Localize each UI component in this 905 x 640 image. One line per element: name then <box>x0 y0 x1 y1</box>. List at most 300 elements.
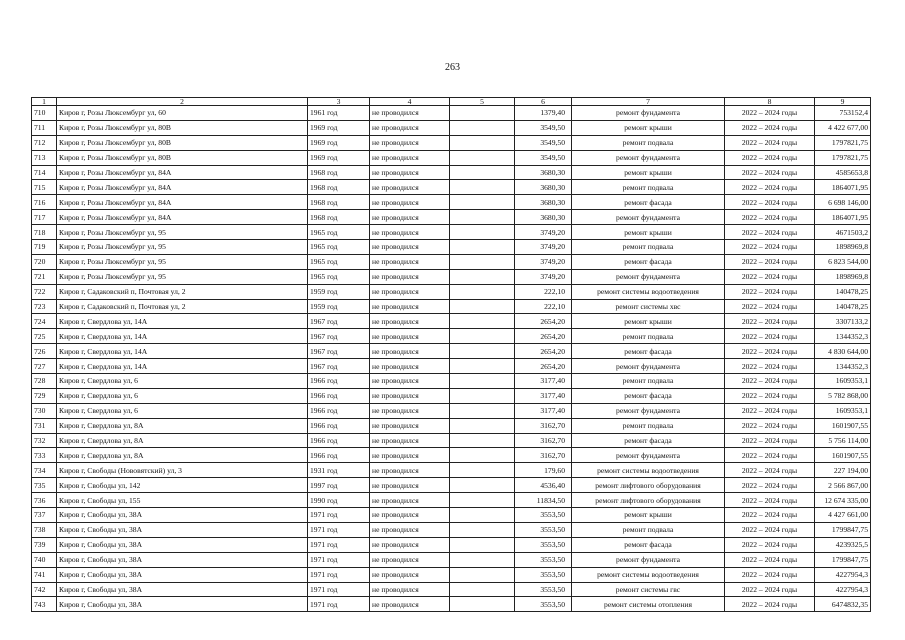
area-cell: 3749,20 <box>515 254 572 269</box>
period-cell: 2022 – 2024 годы <box>725 403 815 418</box>
address-cell: Киров г, Свободы ул, 142 <box>57 478 308 493</box>
address-cell: Киров г, Розы Люксембург ул, 80В <box>57 150 308 165</box>
blank-cell <box>450 597 515 612</box>
area-cell: 1379,40 <box>515 106 572 121</box>
row-number-cell: 723 <box>32 299 57 314</box>
blank-cell <box>450 240 515 255</box>
row-number-cell: 741 <box>32 567 57 582</box>
cost-cell: 753152,4 <box>815 106 871 121</box>
table-row <box>32 180 871 195</box>
work-type-cell: ремонт системы гвс <box>572 582 725 597</box>
construction-year-cell: 1965 год <box>308 269 370 284</box>
construction-year-cell: 1959 год <box>308 284 370 299</box>
construction-year-cell: 1997 год <box>308 478 370 493</box>
last-repair-cell: не проводился <box>370 180 450 195</box>
address-cell: Киров г, Розы Люксембург ул, 95 <box>57 269 308 284</box>
blank-cell <box>450 120 515 135</box>
cost-cell: 4227954,3 <box>815 567 871 582</box>
construction-year-cell: 1931 год <box>308 463 370 478</box>
cost-cell: 1797821,75 <box>815 135 871 150</box>
construction-year-cell: 1965 год <box>308 225 370 240</box>
blank-cell <box>450 299 515 314</box>
period-cell: 2022 – 2024 годы <box>725 120 815 135</box>
area-cell: 3680,30 <box>515 195 572 210</box>
blank-cell <box>450 106 515 121</box>
table-row <box>32 537 871 552</box>
period-cell: 2022 – 2024 годы <box>725 597 815 612</box>
last-repair-cell: не проводился <box>370 314 450 329</box>
last-repair-cell: не проводился <box>370 299 450 314</box>
table-row <box>32 344 871 359</box>
cost-cell: 1898969,8 <box>815 269 871 284</box>
column-header-4: 4 <box>370 98 450 106</box>
table-row <box>32 522 871 537</box>
last-repair-cell: не проводился <box>370 135 450 150</box>
construction-year-cell: 1990 год <box>308 493 370 508</box>
address-cell: Киров г, Садаковский п, Почтовая ул, 2 <box>57 299 308 314</box>
blank-cell <box>450 508 515 523</box>
area-cell: 3162,70 <box>515 418 572 433</box>
period-cell: 2022 – 2024 годы <box>725 135 815 150</box>
address-cell: Киров г, Розы Люксембург ул, 80В <box>57 135 308 150</box>
work-type-cell: ремонт фасада <box>572 388 725 403</box>
blank-cell <box>450 537 515 552</box>
work-type-cell: ремонт крыши <box>572 314 725 329</box>
address-cell: Киров г, Свердлова ул, 8А <box>57 448 308 463</box>
last-repair-cell: не проводился <box>370 433 450 448</box>
construction-year-cell: 1968 год <box>308 195 370 210</box>
address-cell: Киров г, Розы Люксембург ул, 84А <box>57 210 308 225</box>
area-cell: 3177,40 <box>515 374 572 389</box>
table-row <box>32 240 871 255</box>
blank-cell <box>450 552 515 567</box>
period-cell: 2022 – 2024 годы <box>725 567 815 582</box>
last-repair-cell: не проводился <box>370 254 450 269</box>
work-type-cell: ремонт подвала <box>572 135 725 150</box>
period-cell: 2022 – 2024 годы <box>725 344 815 359</box>
column-header-1: 1 <box>32 98 57 106</box>
construction-year-cell: 1971 год <box>308 552 370 567</box>
construction-year-cell: 1968 год <box>308 180 370 195</box>
cost-cell: 1609353,1 <box>815 403 871 418</box>
table-row <box>32 448 871 463</box>
construction-year-cell: 1971 год <box>308 508 370 523</box>
period-cell: 2022 – 2024 годы <box>725 463 815 478</box>
last-repair-cell: не проводился <box>370 478 450 493</box>
cost-cell: 6 698 146,00 <box>815 195 871 210</box>
row-number-cell: 730 <box>32 403 57 418</box>
address-cell: Киров г, Свободы ул, 38А <box>57 582 308 597</box>
period-cell: 2022 – 2024 годы <box>725 284 815 299</box>
row-number-cell: 737 <box>32 508 57 523</box>
address-cell: Киров г, Розы Люксембург ул, 80В <box>57 120 308 135</box>
last-repair-cell: не проводился <box>370 493 450 508</box>
address-cell: Киров г, Свердлова ул, 14А <box>57 359 308 374</box>
period-cell: 2022 – 2024 годы <box>725 195 815 210</box>
work-type-cell: ремонт системы водоотведения <box>572 567 725 582</box>
row-number-cell: 740 <box>32 552 57 567</box>
period-cell: 2022 – 2024 годы <box>725 552 815 567</box>
construction-year-cell: 1965 год <box>308 254 370 269</box>
row-number-cell: 712 <box>32 135 57 150</box>
area-cell: 3553,50 <box>515 552 572 567</box>
last-repair-cell: не проводился <box>370 269 450 284</box>
last-repair-cell: не проводился <box>370 165 450 180</box>
area-cell: 3162,70 <box>515 448 572 463</box>
area-cell: 3749,20 <box>515 240 572 255</box>
row-number-cell: 715 <box>32 180 57 195</box>
table-row <box>32 120 871 135</box>
work-type-cell: ремонт крыши <box>572 508 725 523</box>
address-cell: Киров г, Свердлова ул, 14А <box>57 329 308 344</box>
blank-cell <box>450 374 515 389</box>
blank-cell <box>450 344 515 359</box>
row-number-cell: 725 <box>32 329 57 344</box>
blank-cell <box>450 165 515 180</box>
cost-cell: 1609353,1 <box>815 374 871 389</box>
table-row <box>32 195 871 210</box>
row-number-cell: 733 <box>32 448 57 463</box>
cost-cell: 4 830 644,00 <box>815 344 871 359</box>
construction-year-cell: 1971 год <box>308 567 370 582</box>
work-type-cell: ремонт фундамента <box>572 359 725 374</box>
column-header-8: 8 <box>725 98 815 106</box>
blank-cell <box>450 582 515 597</box>
column-header-3: 3 <box>308 98 370 106</box>
last-repair-cell: не проводился <box>370 582 450 597</box>
area-cell: 222,10 <box>515 299 572 314</box>
last-repair-cell: не проводился <box>370 195 450 210</box>
period-cell: 2022 – 2024 годы <box>725 433 815 448</box>
work-type-cell: ремонт фасада <box>572 344 725 359</box>
blank-cell <box>450 225 515 240</box>
table-row <box>32 210 871 225</box>
address-cell: Киров г, Розы Люксембург ул, 84А <box>57 180 308 195</box>
period-cell: 2022 – 2024 годы <box>725 225 815 240</box>
blank-cell <box>450 522 515 537</box>
column-header-5: 5 <box>450 98 515 106</box>
cost-cell: 5 756 114,00 <box>815 433 871 448</box>
cost-cell: 12 674 335,00 <box>815 493 871 508</box>
last-repair-cell: не проводился <box>370 537 450 552</box>
last-repair-cell: не проводился <box>370 597 450 612</box>
table-row <box>32 314 871 329</box>
construction-year-cell: 1966 год <box>308 433 370 448</box>
area-cell: 3177,40 <box>515 403 572 418</box>
construction-year-cell: 1966 год <box>308 403 370 418</box>
table-row <box>32 225 871 240</box>
period-cell: 2022 – 2024 годы <box>725 418 815 433</box>
table-row <box>32 359 871 374</box>
blank-cell <box>450 567 515 582</box>
area-cell: 3177,40 <box>515 388 572 403</box>
period-cell: 2022 – 2024 годы <box>725 180 815 195</box>
area-cell: 3680,30 <box>515 180 572 195</box>
blank-cell <box>450 359 515 374</box>
work-type-cell: ремонт фасада <box>572 195 725 210</box>
address-cell: Киров г, Свободы ул, 38А <box>57 567 308 582</box>
address-cell: Киров г, Розы Люксембург ул, 60 <box>57 106 308 121</box>
address-cell: Киров г, Розы Люксембург ул, 84А <box>57 195 308 210</box>
address-cell: Киров г, Свердлова ул, 6 <box>57 388 308 403</box>
cost-cell: 4227954,3 <box>815 582 871 597</box>
blank-cell <box>450 463 515 478</box>
address-cell: Киров г, Свердлова ул, 6 <box>57 374 308 389</box>
column-header-7: 7 <box>572 98 725 106</box>
construction-year-cell: 1965 год <box>308 240 370 255</box>
construction-year-cell: 1971 год <box>308 537 370 552</box>
row-number-cell: 713 <box>32 150 57 165</box>
work-type-cell: ремонт фундамента <box>572 269 725 284</box>
address-cell: Киров г, Свободы (Нововятский) ул, 3 <box>57 463 308 478</box>
table-row <box>32 388 871 403</box>
column-header-9: 9 <box>815 98 871 106</box>
last-repair-cell: не проводился <box>370 329 450 344</box>
row-number-cell: 742 <box>32 582 57 597</box>
last-repair-cell: не проводился <box>370 284 450 299</box>
area-cell: 3680,30 <box>515 165 572 180</box>
table-row <box>32 254 871 269</box>
cost-cell: 1799847,75 <box>815 522 871 537</box>
table-row <box>32 552 871 567</box>
row-number-cell: 717 <box>32 210 57 225</box>
row-number-cell: 711 <box>32 120 57 135</box>
address-cell: Киров г, Розы Люксембург ул, 95 <box>57 225 308 240</box>
work-type-cell: ремонт подвала <box>572 180 725 195</box>
address-cell: Киров г, Свободы ул, 155 <box>57 493 308 508</box>
row-number-cell: 735 <box>32 478 57 493</box>
period-cell: 2022 – 2024 годы <box>725 582 815 597</box>
area-cell: 3553,50 <box>515 582 572 597</box>
address-cell: Киров г, Свердлова ул, 8А <box>57 433 308 448</box>
area-cell: 179,60 <box>515 463 572 478</box>
row-number-cell: 729 <box>32 388 57 403</box>
cost-cell: 227 194,00 <box>815 463 871 478</box>
work-type-cell: ремонт подвала <box>572 329 725 344</box>
cost-cell: 1601907,55 <box>815 448 871 463</box>
blank-cell <box>450 403 515 418</box>
construction-year-cell: 1967 год <box>308 344 370 359</box>
construction-year-cell: 1966 год <box>308 418 370 433</box>
cost-cell: 140478,25 <box>815 284 871 299</box>
table-row <box>32 106 871 121</box>
cost-cell: 4671503,2 <box>815 225 871 240</box>
table-row <box>32 269 871 284</box>
table-row <box>32 508 871 523</box>
construction-year-cell: 1971 год <box>308 582 370 597</box>
blank-cell <box>450 478 515 493</box>
row-number-cell: 719 <box>32 240 57 255</box>
construction-year-cell: 1966 год <box>308 374 370 389</box>
table-row <box>32 582 871 597</box>
area-cell: 2654,20 <box>515 314 572 329</box>
row-number-cell: 731 <box>32 418 57 433</box>
construction-year-cell: 1966 год <box>308 388 370 403</box>
table-header <box>32 98 871 106</box>
work-type-cell: ремонт крыши <box>572 120 725 135</box>
construction-year-cell: 1968 год <box>308 165 370 180</box>
period-cell: 2022 – 2024 годы <box>725 254 815 269</box>
area-cell: 2654,20 <box>515 329 572 344</box>
period-cell: 2022 – 2024 годы <box>725 448 815 463</box>
cost-cell: 5 782 868,00 <box>815 388 871 403</box>
area-cell: 3549,50 <box>515 120 572 135</box>
area-cell: 3680,30 <box>515 210 572 225</box>
work-type-cell: ремонт фундамента <box>572 403 725 418</box>
blank-cell <box>450 210 515 225</box>
cost-cell: 1344352,3 <box>815 329 871 344</box>
cost-cell: 1797821,75 <box>815 150 871 165</box>
blank-cell <box>450 269 515 284</box>
blank-cell <box>450 150 515 165</box>
last-repair-cell: не проводился <box>370 567 450 582</box>
row-number-cell: 724 <box>32 314 57 329</box>
cost-cell: 1344352,3 <box>815 359 871 374</box>
last-repair-cell: не проводился <box>370 240 450 255</box>
area-cell: 2654,20 <box>515 344 572 359</box>
blank-cell <box>450 493 515 508</box>
period-cell: 2022 – 2024 годы <box>725 150 815 165</box>
cost-cell: 1601907,55 <box>815 418 871 433</box>
address-cell: Киров г, Свободы ул, 38А <box>57 537 308 552</box>
work-type-cell: ремонт фундамента <box>572 150 725 165</box>
area-cell: 3549,50 <box>515 150 572 165</box>
blank-cell <box>450 388 515 403</box>
construction-year-cell: 1969 год <box>308 135 370 150</box>
address-cell: Киров г, Свободы ул, 38А <box>57 522 308 537</box>
address-cell: Киров г, Свердлова ул, 14А <box>57 344 308 359</box>
cost-cell: 1864071,95 <box>815 180 871 195</box>
construction-year-cell: 1971 год <box>308 597 370 612</box>
column-header-2: 2 <box>57 98 308 106</box>
period-cell: 2022 – 2024 годы <box>725 508 815 523</box>
table-row <box>32 567 871 582</box>
row-number-cell: 720 <box>32 254 57 269</box>
address-cell: Киров г, Свободы ул, 38А <box>57 508 308 523</box>
address-cell: Киров г, Свердлова ул, 8А <box>57 418 308 433</box>
last-repair-cell: не проводился <box>370 344 450 359</box>
area-cell: 2654,20 <box>515 359 572 374</box>
area-cell: 3553,50 <box>515 522 572 537</box>
table-row <box>32 329 871 344</box>
last-repair-cell: не проводился <box>370 106 450 121</box>
period-cell: 2022 – 2024 годы <box>725 478 815 493</box>
period-cell: 2022 – 2024 годы <box>725 210 815 225</box>
address-cell: Киров г, Розы Люксембург ул, 84А <box>57 165 308 180</box>
row-number-cell: 736 <box>32 493 57 508</box>
construction-year-cell: 1969 год <box>308 150 370 165</box>
row-number-cell: 714 <box>32 165 57 180</box>
period-cell: 2022 – 2024 годы <box>725 522 815 537</box>
construction-year-cell: 1969 год <box>308 120 370 135</box>
work-type-cell: ремонт системы водоотведения <box>572 463 725 478</box>
area-cell: 3549,50 <box>515 135 572 150</box>
work-type-cell: ремонт лифтового оборудования <box>572 493 725 508</box>
area-cell: 3749,20 <box>515 225 572 240</box>
table-row <box>32 418 871 433</box>
last-repair-cell: не проводился <box>370 552 450 567</box>
table-row <box>32 493 871 508</box>
table-row <box>32 299 871 314</box>
cost-cell: 6474832,35 <box>815 597 871 612</box>
address-cell: Киров г, Розы Люксембург ул, 95 <box>57 240 308 255</box>
area-cell: 3553,50 <box>515 567 572 582</box>
last-repair-cell: не проводился <box>370 418 450 433</box>
row-number-cell: 726 <box>32 344 57 359</box>
last-repair-cell: не проводился <box>370 225 450 240</box>
work-type-cell: ремонт подвала <box>572 374 725 389</box>
table-body <box>32 106 871 612</box>
row-number-cell: 743 <box>32 597 57 612</box>
table-row <box>32 597 871 612</box>
work-type-cell: ремонт системы водоотведения <box>572 284 725 299</box>
period-cell: 2022 – 2024 годы <box>725 240 815 255</box>
blank-cell <box>450 135 515 150</box>
work-type-cell: ремонт системы хвс <box>572 299 725 314</box>
work-type-cell: ремонт подвала <box>572 240 725 255</box>
period-cell: 2022 – 2024 годы <box>725 537 815 552</box>
construction-year-cell: 1971 год <box>308 522 370 537</box>
table-row <box>32 403 871 418</box>
row-number-cell: 727 <box>32 359 57 374</box>
address-cell: Киров г, Розы Люксембург ул, 95 <box>57 254 308 269</box>
construction-year-cell: 1967 год <box>308 314 370 329</box>
area-cell: 11834,50 <box>515 493 572 508</box>
table-row <box>32 463 871 478</box>
row-number-cell: 739 <box>32 537 57 552</box>
construction-year-cell: 1967 год <box>308 359 370 374</box>
table-row <box>32 374 871 389</box>
work-type-cell: ремонт фундамента <box>572 106 725 121</box>
period-cell: 2022 – 2024 годы <box>725 329 815 344</box>
table-row <box>32 284 871 299</box>
last-repair-cell: не проводился <box>370 359 450 374</box>
row-number-cell: 721 <box>32 269 57 284</box>
work-type-cell: ремонт фасада <box>572 433 725 448</box>
cost-cell: 4585653,8 <box>815 165 871 180</box>
cost-cell: 3307133,2 <box>815 314 871 329</box>
address-cell: Киров г, Свободы ул, 38А <box>57 552 308 567</box>
blank-cell <box>450 329 515 344</box>
address-cell: Киров г, Свободы ул, 38А <box>57 597 308 612</box>
cost-cell: 140478,25 <box>815 299 871 314</box>
period-cell: 2022 – 2024 годы <box>725 374 815 389</box>
address-cell: Киров г, Свердлова ул, 14А <box>57 314 308 329</box>
construction-year-cell: 1968 год <box>308 210 370 225</box>
header-row <box>32 98 871 106</box>
table-row <box>32 478 871 493</box>
work-type-cell: ремонт фундамента <box>572 448 725 463</box>
blank-cell <box>450 433 515 448</box>
capital-repair-table <box>31 97 871 612</box>
work-type-cell: ремонт крыши <box>572 225 725 240</box>
cost-cell: 4 427 661,00 <box>815 508 871 523</box>
address-cell: Киров г, Свердлова ул, 6 <box>57 403 308 418</box>
last-repair-cell: не проводился <box>370 120 450 135</box>
work-type-cell: ремонт фасада <box>572 254 725 269</box>
last-repair-cell: не проводился <box>370 210 450 225</box>
last-repair-cell: не проводился <box>370 508 450 523</box>
table-row <box>32 135 871 150</box>
work-type-cell: ремонт фундамента <box>572 210 725 225</box>
row-number-cell: 710 <box>32 106 57 121</box>
last-repair-cell: не проводился <box>370 150 450 165</box>
area-cell: 222,10 <box>515 284 572 299</box>
row-number-cell: 722 <box>32 284 57 299</box>
area-cell: 3553,50 <box>515 508 572 523</box>
row-number-cell: 716 <box>32 195 57 210</box>
work-type-cell: ремонт подвала <box>572 522 725 537</box>
